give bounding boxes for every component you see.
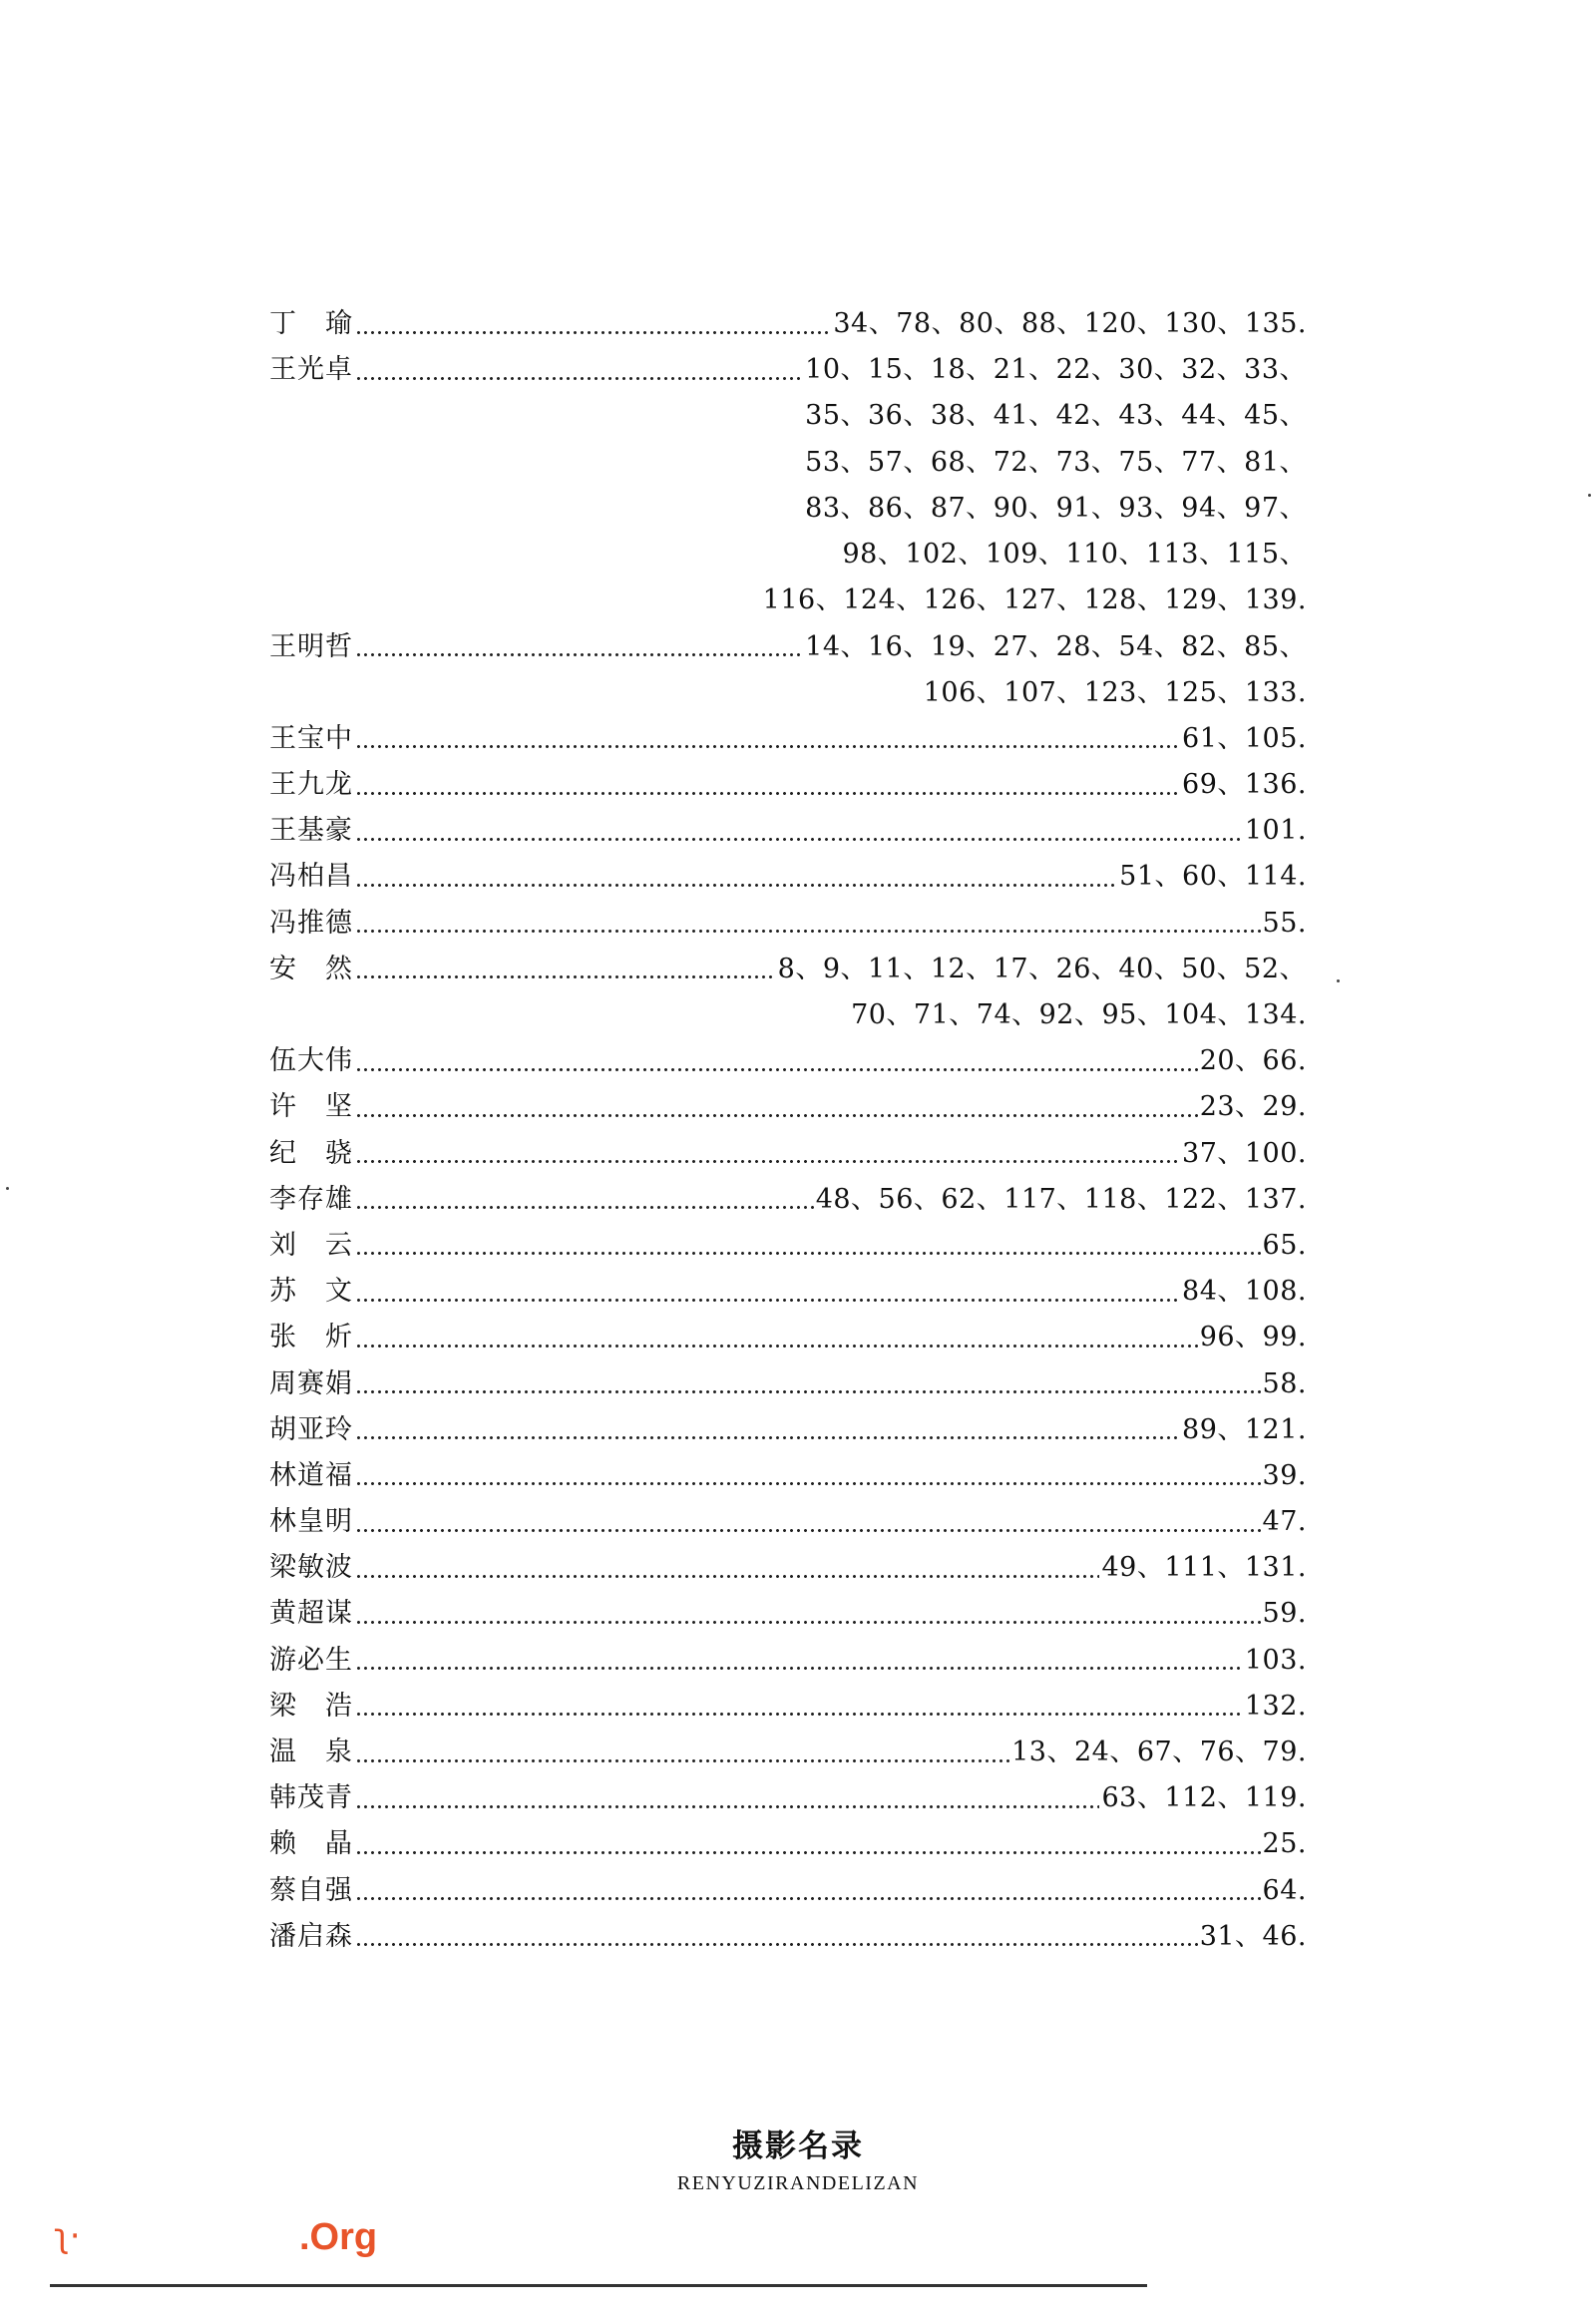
page-numbers: 61、105. — [1182, 722, 1307, 754]
photographer-name: 冯推德 — [269, 907, 353, 939]
index-entry — [269, 1315, 1307, 1360]
dot-leader — [355, 1478, 1261, 1490]
index-entry-line — [269, 1407, 1307, 1453]
dot-leader — [355, 833, 1243, 845]
page-numbers: 58. — [1262, 1367, 1307, 1399]
page-numbers: 59. — [1262, 1598, 1307, 1630]
page-numbers-continued: 53、57、68、72、73、75、77、81、 — [805, 446, 1307, 478]
index-entry — [269, 1223, 1307, 1269]
photographer-name: 李存雄 — [269, 1183, 353, 1215]
footer-title: 摄影名录 — [732, 2128, 864, 2164]
page-numbers: 20、66. — [1199, 1045, 1307, 1077]
index-entry — [269, 347, 1307, 623]
index-entry-line — [269, 1038, 1307, 1084]
index-entry — [269, 1684, 1307, 1730]
index-entry-line — [269, 1453, 1307, 1499]
index-entry — [269, 900, 1307, 946]
dot-leader — [355, 649, 803, 661]
index-entry — [269, 1130, 1307, 1176]
scan-speck — [1337, 979, 1340, 982]
index-entry — [269, 762, 1307, 808]
watermark-glyph: ʅ· — [54, 2216, 81, 2256]
photographer-name: 伍大伟 — [269, 1045, 353, 1077]
page-numbers-continued: 35、36、38、41、42、43、44、45、 — [805, 400, 1307, 432]
dot-leader — [355, 1893, 1261, 1905]
index-entry — [269, 1730, 1307, 1775]
index-entry — [269, 808, 1307, 854]
index-entry-line — [269, 1821, 1307, 1867]
index-entry — [269, 1545, 1307, 1591]
index-entry — [269, 623, 1307, 715]
index-entry-line — [269, 1269, 1307, 1315]
page-numbers: 48、56、62、117、118、122、137. — [815, 1183, 1307, 1215]
dot-leader — [355, 1754, 1009, 1766]
photographer-name: 苏 文 — [269, 1276, 353, 1308]
index-entry-line — [269, 808, 1307, 854]
index-entry — [269, 1499, 1307, 1545]
page-numbers: 37、100. — [1182, 1137, 1307, 1169]
page-numbers-continued: 106、107、123、125、133. — [923, 676, 1307, 708]
index-entry-line — [269, 762, 1307, 808]
index-entry — [269, 1867, 1307, 1913]
dot-leader — [355, 1156, 1180, 1168]
photographer-name: 纪 骁 — [269, 1137, 353, 1169]
dot-leader — [355, 326, 831, 338]
index-entry-line — [269, 1730, 1307, 1775]
index-entry — [269, 1591, 1307, 1637]
index-entry-line — [269, 1914, 1307, 1960]
index-entry — [269, 1453, 1307, 1499]
page-numbers-continued: 70、71、74、92、95、104、134. — [851, 998, 1307, 1030]
photographer-name: 许 坚 — [269, 1091, 353, 1123]
photographer-name: 王宝中 — [269, 722, 353, 754]
bottom-rule — [50, 2284, 1147, 2287]
page-numbers-continued: 116、124、126、127、128、129、139. — [762, 584, 1307, 616]
page-numbers: 25. — [1262, 1828, 1307, 1860]
dot-leader — [355, 372, 803, 384]
photographer-name: 张 炘 — [269, 1322, 353, 1353]
page-numbers: 69、136. — [1182, 769, 1307, 801]
dot-leader — [355, 1294, 1180, 1306]
dot-leader — [355, 971, 776, 983]
photographer-name: 梁敏波 — [269, 1552, 353, 1584]
page-numbers: 96、99. — [1199, 1322, 1307, 1353]
index-entry-line — [269, 1084, 1307, 1130]
index-entry-line — [269, 854, 1307, 900]
photographer-name: 林皇明 — [269, 1506, 353, 1538]
dot-leader — [355, 1800, 1099, 1812]
page-numbers: 101. — [1244, 815, 1307, 847]
page-numbers: 103. — [1244, 1644, 1307, 1676]
dot-leader — [355, 787, 1180, 799]
index-entry-line — [269, 623, 1307, 669]
page-numbers: 84、108. — [1182, 1276, 1307, 1308]
page-numbers: 39. — [1262, 1459, 1307, 1491]
page-numbers: 132. — [1244, 1690, 1307, 1722]
dot-leader — [355, 1709, 1243, 1721]
page-numbers-continued: 98、102、109、110、113、115、 — [842, 538, 1307, 570]
index-entry-line — [269, 1775, 1307, 1821]
page-numbers: 13、24、67、76、79. — [1011, 1737, 1307, 1767]
photographer-name: 王光卓 — [269, 354, 353, 386]
scan-speck — [6, 1187, 9, 1190]
page-numbers: 65. — [1262, 1229, 1307, 1261]
index-entry — [269, 854, 1307, 900]
index-entry-line — [269, 947, 1307, 992]
index-entry — [269, 947, 1307, 1038]
index-entry-line — [269, 1223, 1307, 1269]
photographer-name: 林道福 — [269, 1459, 353, 1491]
photographer-name: 蔡自强 — [269, 1874, 353, 1906]
index-entry — [269, 1637, 1307, 1683]
index-entry — [269, 1084, 1307, 1130]
dot-leader — [355, 1386, 1261, 1398]
photographer-name: 胡亚玲 — [269, 1413, 353, 1445]
page-numbers: 47. — [1262, 1506, 1307, 1538]
watermark-text: .Org — [299, 2216, 378, 2258]
page-numbers: 89、121. — [1182, 1413, 1307, 1445]
dot-leader — [355, 879, 1117, 891]
dot-leader — [355, 1202, 814, 1214]
page-numbers: 64. — [1262, 1874, 1307, 1906]
photographer-name: 温 泉 — [269, 1737, 353, 1767]
dot-leader — [355, 1524, 1261, 1536]
scan-speck — [1588, 494, 1591, 497]
index-entry — [269, 1914, 1307, 1960]
page-numbers: 10、15、18、21、22、30、32、33、 — [805, 354, 1307, 386]
index-entry-line — [269, 1591, 1307, 1637]
page-numbers: 49、111、131. — [1101, 1552, 1307, 1584]
index-entry-line — [269, 900, 1307, 946]
index-entry — [269, 1407, 1307, 1453]
dot-leader — [355, 1570, 1099, 1582]
photographer-name: 梁 浩 — [269, 1690, 353, 1722]
page-numbers: 34、78、80、88、120、130、135. — [833, 308, 1307, 340]
photographer-name: 周赛娟 — [269, 1367, 353, 1399]
index-entry-line — [269, 1130, 1307, 1176]
page-numbers: 51、60、114. — [1119, 861, 1307, 893]
dot-leader — [355, 1109, 1198, 1121]
index-entry-line — [269, 347, 1307, 393]
photographer-name: 冯柏昌 — [269, 861, 353, 893]
index-entry-line — [269, 1684, 1307, 1730]
photographer-name: 潘启森 — [269, 1920, 353, 1952]
index-entry-line — [269, 1499, 1307, 1545]
page-numbers: 63、112、119. — [1101, 1782, 1307, 1814]
dot-leader — [355, 741, 1180, 753]
photographer-name: 丁 瑜 — [269, 308, 353, 340]
photographer-name: 游必生 — [269, 1644, 353, 1676]
dot-leader — [355, 1340, 1198, 1352]
photographer-name: 王明哲 — [269, 630, 353, 662]
photographer-name: 赖 晶 — [269, 1828, 353, 1860]
page-numbers-continued: 83、86、87、90、91、93、94、97、 — [805, 492, 1307, 524]
dot-leader — [355, 1846, 1261, 1858]
photographer-name: 黄超谋 — [269, 1598, 353, 1630]
photographer-name: 王九龙 — [269, 769, 353, 801]
footer-subtitle: RENYUZIRANDELIZAN — [676, 2172, 920, 2194]
dot-leader — [355, 1663, 1243, 1675]
page-numbers: 23、29. — [1199, 1091, 1307, 1123]
index-entry-line — [269, 1637, 1307, 1683]
index-entry — [269, 1775, 1307, 1821]
index-entry-line — [269, 1867, 1307, 1913]
index-entry — [269, 1038, 1307, 1084]
dot-leader — [355, 1939, 1198, 1951]
index-entry — [269, 301, 1307, 347]
photographer-name: 王基豪 — [269, 815, 353, 847]
index-entry-line — [269, 1315, 1307, 1360]
dot-leader — [355, 926, 1261, 938]
index-entry — [269, 1177, 1307, 1223]
index-entry-line — [269, 1360, 1307, 1406]
page-numbers: 55. — [1262, 907, 1307, 939]
index-entry — [269, 1269, 1307, 1315]
dot-leader — [355, 1063, 1198, 1075]
index-entry — [269, 1360, 1307, 1406]
photographer-name: 刘 云 — [269, 1229, 353, 1261]
index-entry — [269, 716, 1307, 762]
index-entry-line — [269, 301, 1307, 347]
photographer-index — [269, 301, 1307, 1960]
dot-leader — [355, 1248, 1261, 1260]
index-entry — [269, 1821, 1307, 1867]
photographer-name: 安 然 — [269, 953, 353, 984]
page-numbers: 8、9、11、12、17、26、40、50、52、 — [777, 953, 1307, 984]
index-entry-line — [269, 1545, 1307, 1591]
page-numbers: 31、46. — [1199, 1920, 1307, 1952]
photographer-name: 韩茂青 — [269, 1782, 353, 1814]
dot-leader — [355, 1432, 1180, 1444]
page-numbers: 14、16、19、27、28、54、82、85、 — [805, 630, 1307, 662]
index-entry-line — [269, 1177, 1307, 1223]
dot-leader — [355, 1616, 1261, 1628]
index-entry-line — [269, 716, 1307, 762]
